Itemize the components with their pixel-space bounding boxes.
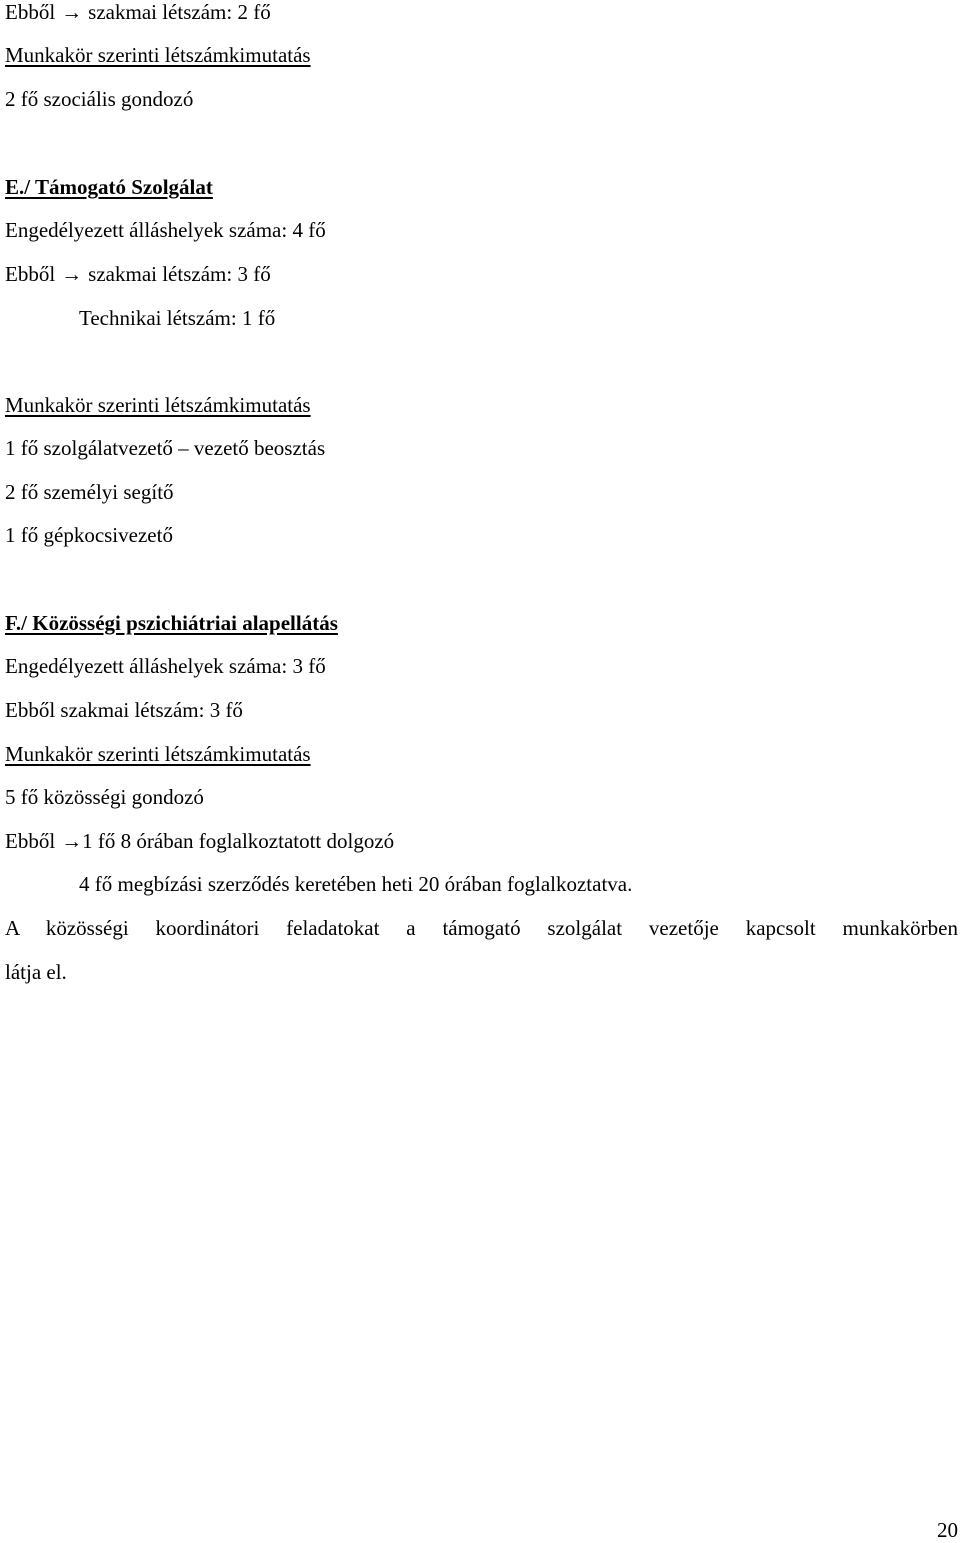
e-prefix: Ebből <box>5 262 56 286</box>
page-number: 20 <box>937 1518 958 1542</box>
arrow-icon: → <box>61 262 83 286</box>
d-social-carer: 2 fő szociális gondozó <box>5 87 194 111</box>
e-approved-positions: Engedélyezett álláshelyek száma: 4 fő <box>5 218 326 242</box>
f-breakdown-title: Munkakör szerinti létszámkimutatás <box>5 742 311 766</box>
section-e-heading: E./ Támogató Szolgálat <box>5 175 213 199</box>
f-approved-positions: Engedélyezett álláshelyek száma: 3 fő <box>5 654 326 678</box>
f-paragraph-line-2: látja el. <box>5 960 67 984</box>
arrow-icon: → <box>61 0 83 24</box>
e-professional-text: szakmai létszám: 3 fő <box>88 262 271 286</box>
f-of-which-line <box>5 829 394 853</box>
f-of-which-text: 1 fő 8 órában foglalkoztatott dolgozó <box>82 829 395 853</box>
e-breakdown-title: Munkakör szerinti létszámkimutatás <box>5 393 311 417</box>
f-community-carers: 5 fő közösségi gondozó <box>5 785 204 809</box>
f-professional-staff: Ebből szakmai létszám: 3 fő <box>5 698 243 722</box>
d-professional-line <box>5 0 271 24</box>
e-item-driver: 1 fő gépkocsivezető <box>5 523 173 547</box>
d-breakdown-title: Munkakör szerinti létszámkimutatás <box>5 43 311 67</box>
e-technical-staff: Technikai létszám: 1 fő <box>79 306 276 330</box>
e-item-personal-assistant: 2 fő személyi segítő <box>5 480 174 504</box>
d-professional-text: szakmai létszám: 2 fő <box>88 0 271 24</box>
section-f-heading: F./ Közösségi pszichiátriai alapellátás <box>5 611 338 635</box>
f-paragraph-line-1: A közösségi koordinátori feladatokat a támogató szolgálat vezetője kapcsolt munkakörben <box>5 916 958 940</box>
f-prefix: Ebből <box>5 829 56 853</box>
e-item-service-leader: 1 fő szolgálatvezető – vezető beosztás <box>5 436 326 460</box>
e-professional-line <box>5 262 271 286</box>
f-contract-line: 4 fő megbízási szerződés keretében heti 20 órában foglalkoztatva. <box>79 872 633 896</box>
d-prefix: Ebből <box>5 0 56 24</box>
arrow-icon: → <box>61 829 83 853</box>
